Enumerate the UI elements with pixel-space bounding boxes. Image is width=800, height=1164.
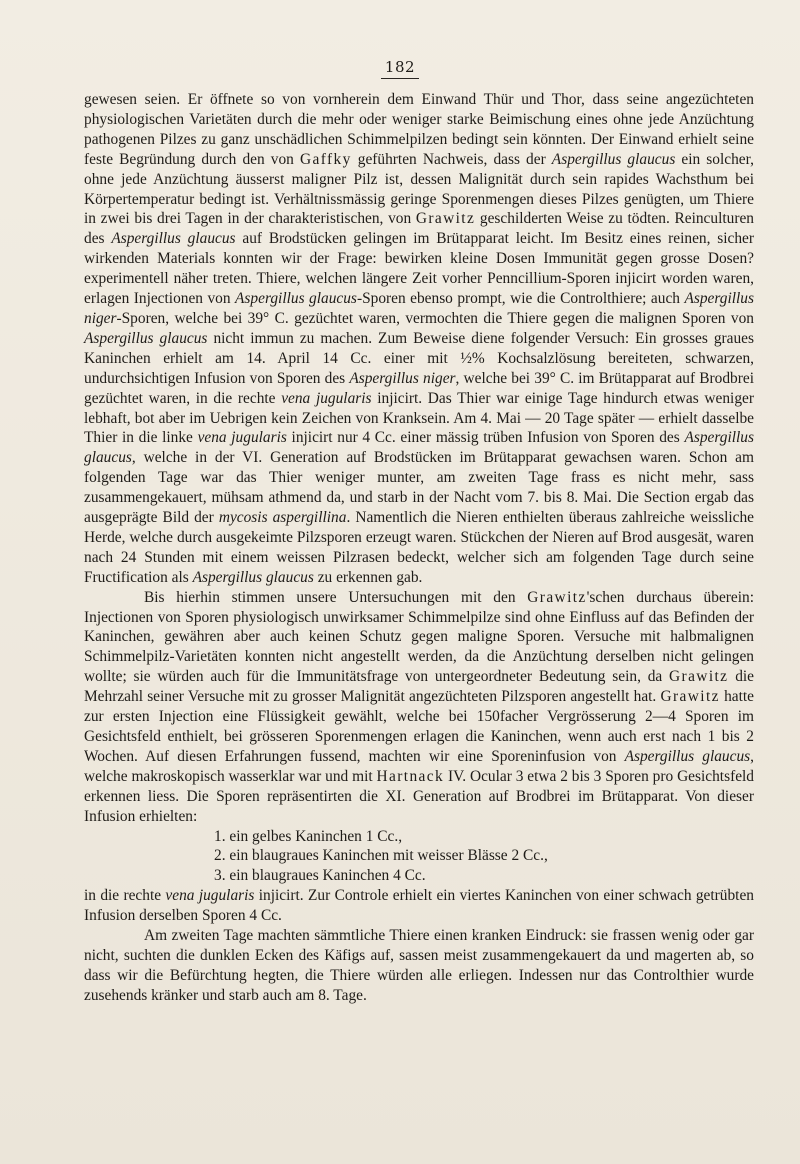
species-name: Aspergillus glaucus <box>84 429 754 467</box>
rabbit-list <box>84 827 754 887</box>
anatomy-term: vena jugularis <box>165 887 255 905</box>
author-grawitz: Grawitz <box>527 588 587 606</box>
paragraph-1: gewesen seien. Er öffnete so von vornherein dem Einwand Thür und Thor, dass seine angezüchteten physiologischen Varietäten durch die mehr oder weniger starke Beimischung eines ohne jede Anzüchtung pathogenen Pilzes zu ganz unschädlichen Schimmelpilzen bedingt sein könnten. Der Einwand erhielt seine feste Begründung durch den von Gaffky geführten Nachweis, dass der Aspergillus glaucus ein solcher, ohne jede Anzüchtung äusserst maligner Pilz ist, dessen Malignität durch sein rapides Wachsthum bei Körpertemperatur bedingt ist. Verhältnissmässig geringe Sporenmengen dieses Pilzes genügten, um Thiere in zwei bis drei Tagen in der charakteristischen, von Grawitz geschilderten Weise zu tödten. Reinculturen des Aspergillus glaucus auf Brodstücken gelingen im Brütapparat leicht. Im Besitz eines reinen, sicher wirkenden Materials konnten wir der Frage: bewirken kleine Dosen Immunität gegen grosse Dosen? experimentell näher treten. Thiere, welchen längere Zeit vorher Penncillium-Sporen injicirt worden waren, erlagen Injectionen von Aspergillus glaucus-Sporen ebenso prompt, wie die Controlthiere; auch Aspergillus niger-Sporen, welche bei 39° C. gezüchtet waren, vermochten die Thiere gegen die malignen Sporen von Aspergillus glaucus nicht immun zu machen. Zum Beweise diene folgender Versuch: Ein grosses graues Kaninchen erhielt am 14. April 14 Cc. einer mit ½% Kochsalzlösung bereiteten, schwarzen, undurchsichtigen Infusion von Sporen des Aspergillus niger, welche bei 39° C. im Brütapparat auf Brodbrei gezüchtet waren, in die rechte vena jugularis injicirt. Das Thier war einige Tage hindurch etwas weniger lebhaft, bot aber im Uebrigen kein Zeichen von Kranksein. Am 4. Mai — 20 Tage später — erhielt dasselbe Thier in die linke vena jugularis injicirt nur 4 Cc. einer mässig trüben Infusion von Sporen des Aspergillus glaucus, welche in der VI. Generation auf Brodstücken im Brütapparat gewachsen waren. Schon am folgenden Tage war das Thier weniger munter, am zweiten Tage frass es nicht mehr, sass zusammengekauert, mühsam athmend da, und starb in der Nacht vom 7. bis 8. Mai. Die Section ergab das ausgeprägte Bild der mycosis aspergillina. Namentlich die Nieren enthielten überaus zahlreiche weissliche Herde, welche durch ausgekeimte Pilzsporen erzeugt waren. Stückchen der Nieren auf Brod ausgesät, waren nach 24 Stunden mit einem weissen Pilzrasen bedeckt, welcher sich am folgenden Tage durch seine Fructification als Aspergillus glaucus zu erkennen gab. <box>84 91 755 586</box>
species-name: Aspergillus glaucus <box>111 230 236 248</box>
page-number: 182 <box>0 58 800 79</box>
paragraph-3: in die rechte vena jugularis injicirt. Zur Controle erhielt ein viertes Kaninchen von einer schwach getrübten Infusion derselben Sporen 4 Cc. <box>84 887 754 925</box>
list-item: 1. ein gelbes Kaninchen 1 Cc., <box>214 827 403 845</box>
anatomy-term: vena jugularis <box>281 389 372 407</box>
species-name: Aspergillus glaucus <box>235 290 357 308</box>
author-hartnack: Hartnack <box>376 767 445 785</box>
paragraph-4: Am zweiten Tage machten sämmtliche Thiere einen kranken Eindruck: sie frassen wenig oder gar nicht, suchten die dunklen Ecken des Käfigs auf, sassen meist zusammengekauert da und magerten ab, so dass wir die Befürchtung hegten, die Thiere würden alle erliegen. Indessen nur das Controlthier wurde zusehends kränker und starb auch am 8. Tage. <box>84 927 754 1004</box>
author-grawitz: Grawitz <box>669 668 729 686</box>
paragraph-2: Bis hierhin stimmen unsere Untersuchungen mit den Grawitz'schen durchaus überein: Injectionen von Sporen physiologisch unwirksamer Schimmelpilze sind ohne Einfluss auf das Befinden der Kaninchen, gewähren aber auch keinen Schutz gegen maligne Sporen. Versuche mit halbmalignen Schimmelpilz-Varietäten konnten nicht angestellt werden, da die Anzüchtung derselben nicht gelingen wollte; sie würden auch für die Immunitätsfrage von untergeordneter Bedeutung sein, da Grawitz die Mehrzahl seiner Versuche mit zu grosser Malignität angezüchteten Pilzsporen angestellt hat. Grawitz hatte zur ersten Injection eine Flüssigkeit gewählt, welche bei 150facher Vergrösserung 2—4 Sporen im Gesichtsfeld enthielt, bei grösseren Sporenmengen erlagen die Kaninchen, wenn auch erst nach 1 bis 2 Wochen. Auf diesen Erfahrungen fussend, machten wir eine Sporeninfusion von Aspergillus glaucus, welche makroskopisch wasserklar war und mit Hartnack IV. Ocular 3 etwa 2 bis 3 Sporen pro Gesichtsfeld erkennen liess. Die Sporen repräsentirten die XI. Generation auf Brodbrei im Brütapparat. Von dieser Infusion erhielten: <box>84 588 755 825</box>
species-name: Aspergillus niger <box>349 369 456 387</box>
author-grawitz: Grawitz <box>660 688 720 706</box>
anatomy-term: vena jugularis <box>197 429 287 447</box>
species-name: Aspergillus niger <box>84 290 754 327</box>
species-name: Aspergillus glaucus <box>551 150 676 168</box>
author-grawitz: Grawitz <box>415 210 476 228</box>
author-gaffky: Gaffky <box>299 150 352 168</box>
species-name: Aspergillus glaucus <box>192 568 314 586</box>
list-item: 3. ein blaugraues Kaninchen 4 Cc. <box>214 867 426 885</box>
list-item: 2. ein blaugraues Kaninchen mit weisser Blässe 2 Cc., <box>214 847 548 865</box>
species-name: Aspergillus glaucus <box>84 329 208 347</box>
body-text <box>84 90 754 1006</box>
species-name: Aspergillus glaucus <box>624 747 751 765</box>
disease-term: mycosis aspergillina <box>218 509 347 527</box>
